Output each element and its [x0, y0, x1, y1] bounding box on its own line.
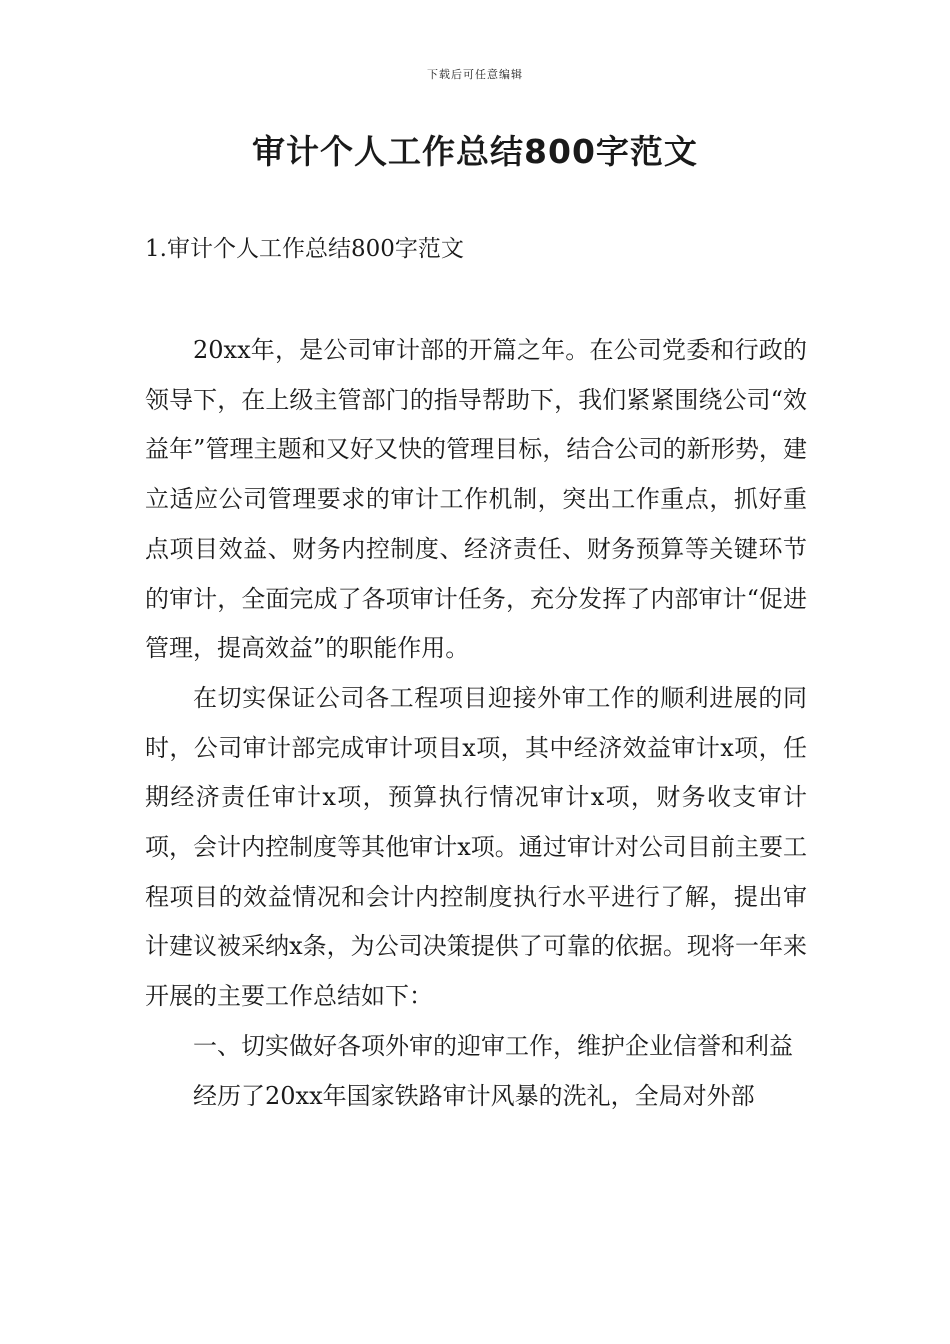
section-heading: 1.审计个人工作总结800字范文	[145, 236, 464, 262]
body-text	[145, 326, 807, 1121]
paragraph-external-audit: 经历了20xx年国家铁路审计风暴的洗礼，全局对外部	[193, 1081, 755, 1110]
paragraph-audit-projects: 在切实保证公司各工程项目迎接外审工作的顺利进展的同时，公司审计部完成审计项目x项，其中经济效益审计x项，任期经济责任审计x项，预算执行情况审计x项，财务收支审计项，会计内控制度等其他审计x项。通过审计对公司目前主要工程项目的效益情况和会计内控制度执行水平进行了解，提出审计建议被采纳x条，为公司决策提供了可靠的依据。现将一年来开展的主要工作总结如下：	[145, 683, 807, 1011]
paragraph-intro: 20xx年，是公司审计部的开篇之年。在公司党委和行政的领导下，在上级主管部门的指导帮助下，我们紧紧围绕公司“效益年”管理主题和又好又快的管理目标，结合公司的新形势，建立适应公司管理要求的审计工作机制，突出工作重点，抓好重点项目效益、财务内控制度、经济责任、财务预算等关键环节的审计，全面完成了各项审计任务，充分发挥了内部审计“促进管理，提高效益”的职能作用。	[145, 336, 807, 663]
paragraph-subheading-external-audit: 一、切实做好各项外审的迎审工作，维护企业信誉和利益	[193, 1031, 793, 1060]
header-note: 下载后可任意编辑	[427, 68, 523, 81]
document-title: 审计个人工作总结800字范文	[252, 132, 698, 171]
